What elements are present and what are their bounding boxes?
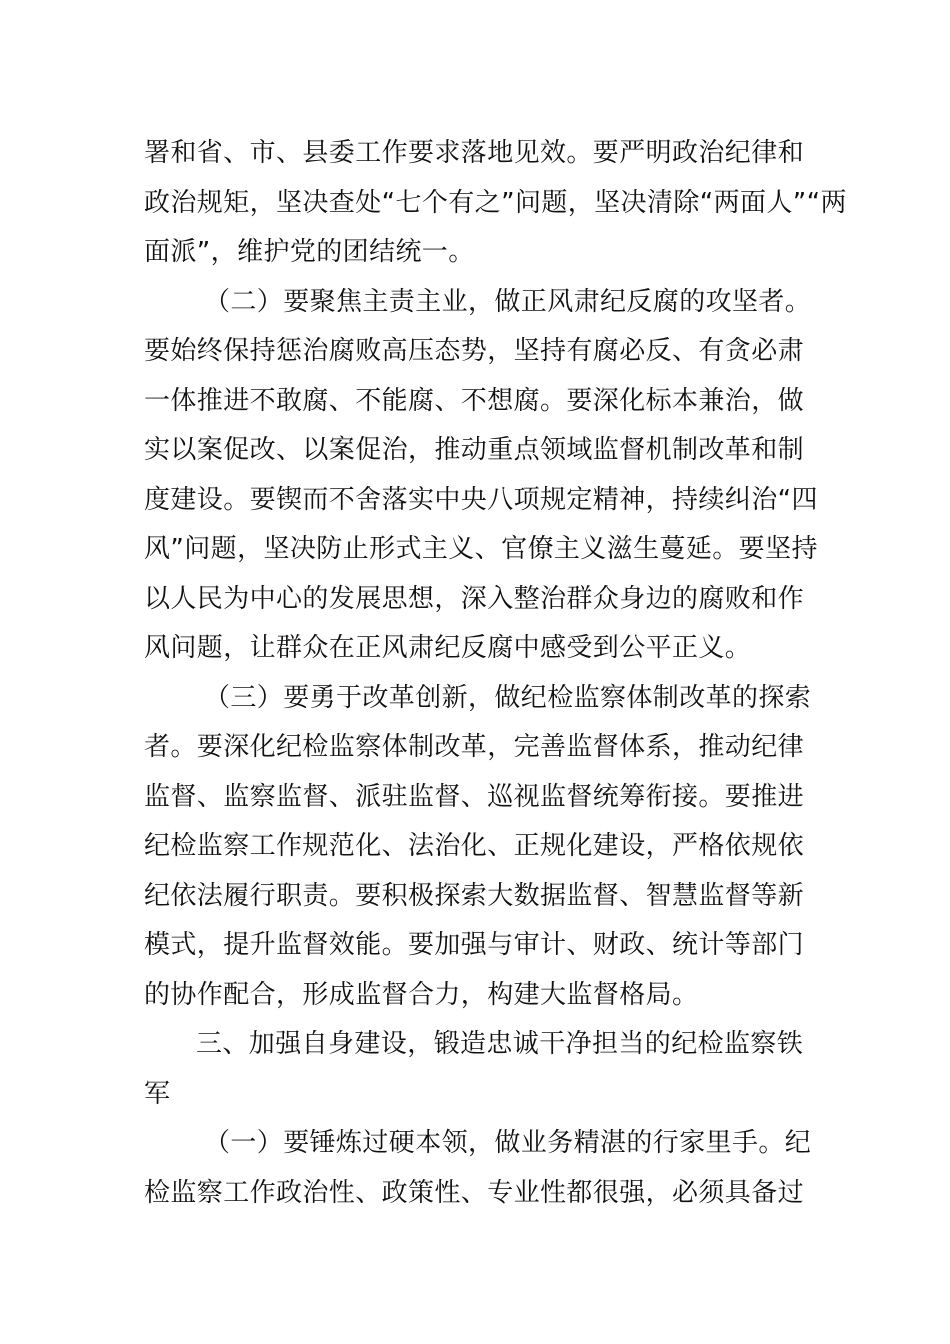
- text-line: 要始终保持惩治腐败高压态势，坚持有腐必反、有贪必肃: [144, 336, 805, 366]
- text-line: 纪依法履行职责。要积极探索大数据监督、智慧监督等新: [144, 880, 805, 911]
- text-line: 度建设。要锲而不舍落实中央八项规定精神，持续纠治“四: [144, 484, 818, 515]
- text-line: 模式，提升监督效能。要加强与审计、财政、统计等部门: [144, 930, 805, 960]
- text-line: （三）要勇于改革创新，做纪检监察体制改革的探索: [204, 682, 812, 713]
- text-line: 政治规矩，坚决查处“七个有之”问题，坚决清除“两面人”“两: [144, 187, 847, 218]
- text-line: 检监察工作政治性、政策性、专业性都很强，必须具备过: [144, 1177, 805, 1208]
- text-line: 实以案促改、以案促治，推动重点领域监督机制改革和制: [144, 435, 805, 465]
- text-line: 风问题，让群众在正风肃纪反腐中感受到公平正义。: [144, 633, 752, 663]
- text-line: 署和省、市、县委工作要求落地见效。要严明政治纪律和: [144, 138, 805, 168]
- text-line: 以人民为中心的发展思想，深入整治群众身边的腐败和作: [144, 583, 805, 614]
- text-line: 面派”，维护党的团结统一。: [144, 237, 475, 267]
- text-line: 者。要深化纪检监察体制改革，完善监督体系，推动纪律: [144, 732, 805, 762]
- document-body: [144, 129, 847, 1218]
- text-line: （二）要聚焦主责主业，做正风肃纪反腐的攻坚者。: [204, 286, 812, 317]
- text-line: 监督、监察监督、派驻监督、巡视监督统筹衔接。要推进: [144, 781, 805, 812]
- text-line: 三、加强自身建设，锻造忠诚干净担当的纪检监察铁: [196, 1029, 804, 1059]
- text-line: 纪检监察工作规范化、法治化、正规化建设，严格依规依: [144, 831, 805, 861]
- text-line: （一）要锤炼过硬本领，做业务精湛的行家里手。纪: [204, 1128, 812, 1158]
- text-line: 的协作配合，形成监督合力，构建大监督格局。: [144, 979, 699, 1010]
- text-line: 风”问题，坚决防止形式主义、官僚主义滋生蔓延。要坚持: [144, 534, 818, 564]
- text-line: 一体推进不敢腐、不能腐、不想腐。要深化标本兼治，做: [144, 385, 805, 416]
- text-line: 军: [144, 1078, 171, 1109]
